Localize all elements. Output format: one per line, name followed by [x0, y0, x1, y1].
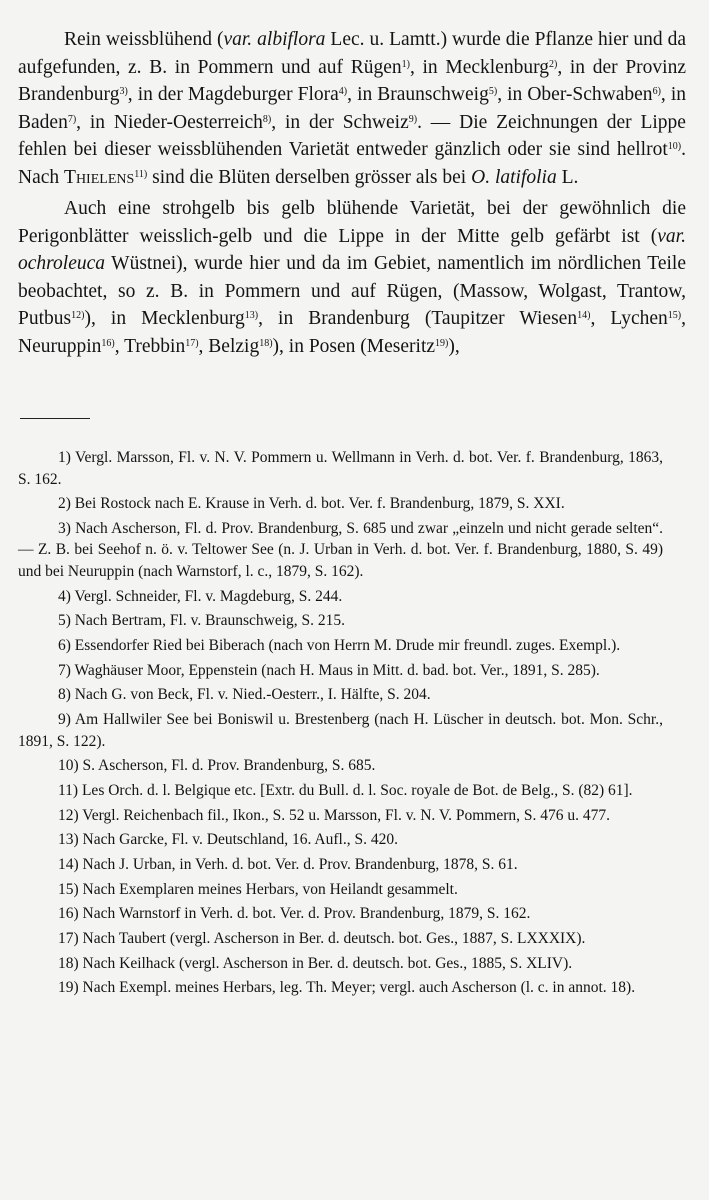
footnote-text: Nach J. Urban, in Verh. d. bot. Ver. d. Prov. Brandenburg, 1878, S. 61.	[82, 855, 518, 873]
footnote-text: S. Ascherson, Fl. d. Prov. Brandenburg, S. 685.	[82, 757, 376, 775]
footnotes	[18, 447, 663, 1002]
text-run: . — Die Zeichnungen der Lippe fehlen bei dieser weissblühenden Varietät entweder gänzlich oder sie sind hellrot	[18, 111, 686, 160]
paragraph-white-variety	[18, 26, 686, 191]
text-run: , Lychen	[590, 308, 668, 329]
footnote	[18, 684, 663, 706]
footnote-separator	[20, 418, 90, 419]
italic-term: var. ochroleuca	[18, 225, 686, 274]
text-run: , Belzig	[198, 335, 260, 357]
footnote-number: 17)	[58, 930, 79, 947]
footnote	[18, 755, 663, 777]
footnote-ref: 18)	[259, 337, 273, 349]
footnote-ref: 12)	[71, 310, 85, 321]
footnote-text: Nach Taubert (vergl. Ascherson in Ber. d. deutsch. bot. Ges., 1887, S. LXXXIX).	[82, 930, 586, 947]
footnote	[18, 447, 663, 490]
text-run: sind die Blüten derselben grösser als bei	[147, 166, 472, 188]
footnote	[18, 610, 663, 632]
footnote-text: Nach Ascherson, Fl. d. Prov. Brandenburg, S. 685 und zwar „einzeln und nicht gerade selten“. — Z. B. bei Seehof n. ö. v. Teltower See (n. J. Urban in Verh. d. bot. Ver. f. Brandenburg, 1880, S. 49) und bei Neuruppin (nach Warnstorf, l. c., 1879, S. 162).	[18, 519, 664, 580]
footnote	[18, 953, 663, 975]
text-run: . Nach	[18, 139, 686, 188]
text-run: Auch eine strohgelb bis gelb blühende Varietät, bei der gewöhnlich die Perigonblätter weisslich-gelb und die Lippe in der Mitte gelb gefärbt ist (	[18, 198, 686, 247]
footnote	[18, 780, 663, 802]
footnote	[18, 518, 663, 583]
text-run: , in Mecklenburg	[409, 56, 549, 78]
footnote-text: Nach Exemplaren meines Herbars, von Heilandt gesammelt.	[82, 880, 458, 898]
footnote-number: 7)	[58, 661, 71, 679]
footnote-text: Vergl. Reichenbach fil., Ikon., S. 52 u. Marsson, Fl. v. N. V. Pommern, S. 476 u. 477.	[82, 806, 610, 824]
text-run: , in Ober-Schwaben	[497, 84, 653, 105]
footnote	[18, 977, 663, 999]
text-run: , in der Magdeburger Flora	[127, 84, 339, 105]
text-run: , Trebbin	[114, 335, 186, 357]
footnote-number: 4)	[58, 587, 71, 605]
footnote-text: Nach Warnstorf in Verh. d. bot. Ver. d. Prov. Brandenburg, 1879, S. 162.	[82, 905, 531, 923]
footnote-ref: 13)	[244, 310, 259, 321]
footnote-ref: 3)	[119, 86, 128, 97]
author-name: Thielens	[64, 166, 135, 188]
footnote-text: Vergl. Marsson, Fl. v. N. V. Pommern u. Wellmann in Verh. d. bot. Ver. f. Brandenburg, 1863, S. 162.	[18, 449, 663, 488]
footnote-number: 10)	[58, 757, 79, 775]
footnote-ref: 17)	[185, 337, 199, 349]
footnote-text: Les Orch. d. l. Belgique etc. [Extr. du Bull. d. l. Soc. royale de Bot. de Belg., S. (82) 61].	[81, 781, 633, 799]
footnote	[18, 805, 663, 827]
footnote-number: 3)	[58, 519, 71, 537]
footnote	[18, 829, 663, 851]
text-run: , in Baden	[18, 84, 686, 133]
footnote-number: 6)	[58, 636, 71, 654]
footnote-number: 18)	[58, 954, 79, 972]
footnote-ref: 10)	[667, 141, 682, 152]
footnote-number: 16)	[58, 905, 79, 923]
footnote	[18, 903, 663, 925]
text-run: Wüstnei), wurde hier und da im Gebiet, namentlich im nördlichen Teile beobachtet, so z. B. in Pommern und auf Rügen, (Massow, Wolgast, Trantow, Putbus	[18, 253, 686, 329]
text-run: Rein weissblühend (	[64, 29, 224, 50]
footnote-number: 11)	[58, 781, 79, 799]
text-run: , in der Schweiz	[271, 111, 409, 133]
text-run: , in Braunschweig	[347, 84, 489, 105]
text-run: , in Brandenburg (Taupitzer Wiesen	[258, 308, 578, 329]
footnote	[18, 493, 663, 515]
footnote	[18, 854, 663, 876]
paragraph-yellow-variety	[18, 195, 686, 360]
footnote	[18, 928, 663, 950]
footnote-text: Nach Keilhack (vergl. Ascherson in Ber. d. deutsch. bot. Ges., 1885, S. XLIV).	[82, 954, 573, 972]
footnote-number: 8)	[58, 686, 71, 704]
footnote-ref: 1)	[401, 58, 410, 70]
footnote-number: 12)	[58, 806, 79, 824]
footnote-text: Nach Garcke, Fl. v. Deutschland, 16. Aufl., S. 420.	[82, 831, 398, 849]
footnote-ref: 9)	[408, 113, 418, 125]
footnote-number: 5)	[58, 612, 71, 630]
footnote	[18, 709, 663, 752]
text-run: L.	[556, 166, 579, 188]
footnote	[18, 586, 663, 608]
footnote-ref: 2)	[548, 58, 558, 70]
footnote-text: Essendorfer Ried bei Biberach (nach von Herrn M. Drude mir freundl. zuges. Exempl.).	[74, 636, 621, 654]
footnote	[18, 635, 663, 657]
text-run: ),	[448, 335, 460, 357]
text-run: ), in Mecklenburg	[84, 308, 245, 329]
footnote-text: Waghäuser Moor, Eppenstein (nach H. Maus in Mitt. d. bad. bot. Ver., 1891, S. 285).	[74, 661, 600, 679]
footnote-text: Bei Rostock nach E. Krause in Verh. d. bot. Ver. f. Brandenburg, 1879, S. XXI.	[74, 495, 565, 513]
footnote-ref: 8)	[262, 113, 272, 125]
text-run: Lec. u. Lamtt.) wurde die Pflanze hier und da aufgefunden, z. B. in Pommern und auf Rügen	[18, 29, 687, 78]
italic-term: var. albiflora	[223, 29, 326, 50]
footnote-ref: 11)	[134, 168, 148, 180]
footnote-ref: 5)	[488, 86, 498, 97]
footnote-number: 19)	[58, 979, 79, 997]
footnote-text: Nach G. von Beck, Fl. v. Nied.-Oesterr., I. Hälfte, S. 204.	[74, 686, 431, 704]
footnote-number: 13)	[58, 831, 79, 849]
footnote-ref: 14)	[577, 310, 591, 321]
footnote-text: Vergl. Schneider, Fl. v. Magdeburg, S. 244.	[74, 587, 343, 605]
footnote-number: 1)	[58, 449, 71, 466]
footnote-ref: 7)	[67, 113, 77, 125]
text-run: ), in Posen (Meseritz	[272, 335, 436, 357]
footnote-text: Am Hallwiler See bei Boniswil u. Brestenberg (nach H. Lüscher in deutsch. bot. Mon. Schr., 1891, S. 122).	[18, 711, 663, 750]
footnote-ref: 19)	[435, 337, 449, 349]
footnote-number: 9)	[58, 711, 71, 728]
footnote-ref: 6)	[652, 86, 661, 97]
footnote-number: 14)	[58, 855, 79, 873]
footnote-ref: 15)	[667, 310, 682, 321]
main-text	[18, 26, 686, 360]
italic-term: O. latifolia	[471, 166, 557, 188]
footnote-number: 15)	[58, 880, 79, 898]
footnote-ref: 16)	[101, 337, 115, 349]
footnote-number: 2)	[58, 495, 71, 513]
text-run: , in der Provinz Brandenburg	[18, 56, 686, 105]
footnote-ref: 4)	[338, 86, 348, 97]
text-run: , Neuruppin	[18, 308, 687, 357]
footnote-text: Nach Bertram, Fl. v. Braunschweig, S. 215.	[74, 612, 345, 630]
footnote	[18, 879, 663, 901]
footnote	[18, 660, 663, 682]
text-run: , in Nieder-Oesterreich	[76, 111, 263, 133]
footnote-text: Nach Exempl. meines Herbars, leg. Th. Meyer; vergl. auch Ascherson (l. c. in annot. 18).	[82, 979, 636, 997]
